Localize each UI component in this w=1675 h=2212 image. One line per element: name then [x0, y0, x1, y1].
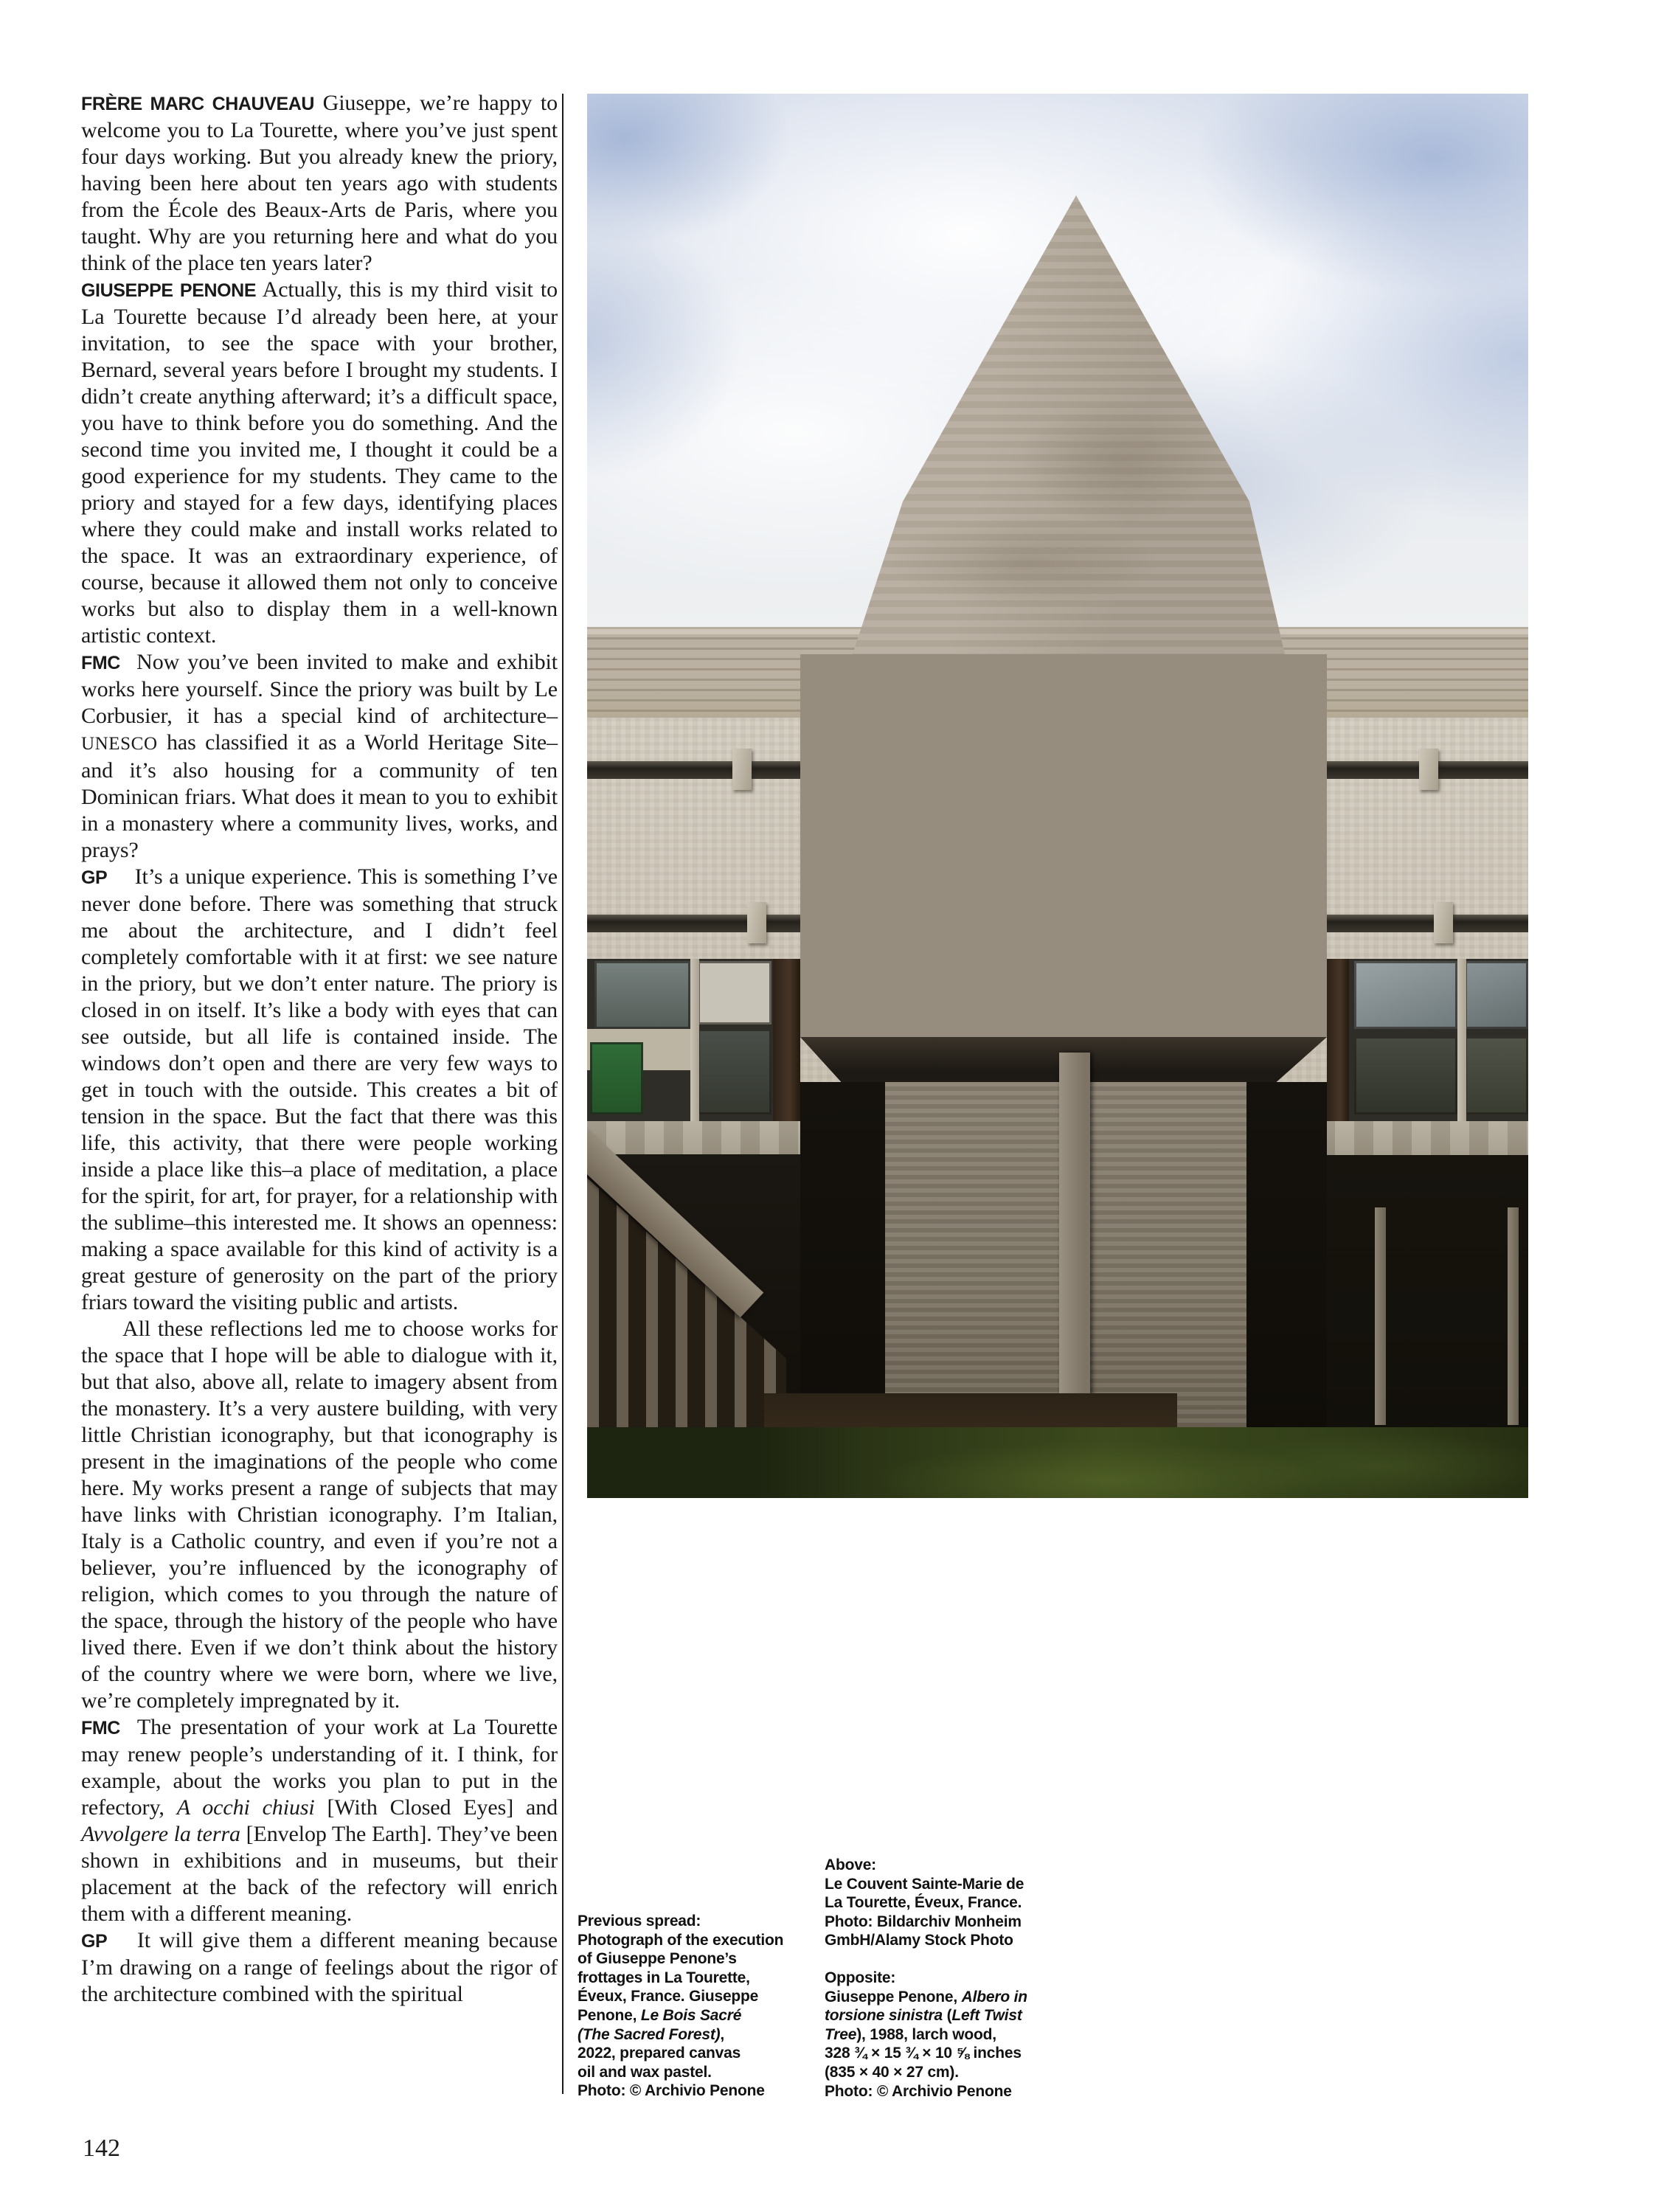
photo-window-pane — [594, 961, 690, 1029]
paragraph-text: It will give them a different meaning because I’m drawing on a range of feelings about the rigor of the architecture combined with the spiritual — [81, 1928, 558, 2006]
photo-wall-bracket — [747, 902, 766, 943]
photo-window-pane — [1354, 1036, 1457, 1114]
paragraph-text: Now you’ve been invited to make and exhibit works here yourself. Since the priory was built by Le Corbusier, it has a special kind of architecture–UNESCO has classified it as a World Heritage Site–and it’s also housing for a community of ten Dominican friars. What does it mean to you to exhibit in a monastery where a community lives, works, and prays? — [81, 650, 558, 862]
page-number: 142 — [83, 2135, 120, 2162]
paragraph-text: All these reflections led me to choose works for the space that I hope will be able to dialogue with it, but that also, above all, relate to imagery absent from the monastery. It’s a very austere building, with very little Christian iconography, but that iconography is present in the imaginations of the people who come here. My works present a range of subjects that may have links with Christian iconography. I’m Italian, Italy is a Catholic country, and even if you’re not a believer, you’re influenced by the iconography of religion, which comes to you through the nature of the space, through the history of the people who have lived there. Even if we don’t think about the history of the country where we were born, where we live, we’re completely impregnated by it. — [81, 1317, 558, 1713]
speaker-label: FRÈRE MARC CHAUVEAU — [81, 94, 315, 114]
caption-previous-spread: Previous spread: Photograph of the execution of Giuseppe Penone’s frottages in La Tourette, Éveux, France. Giuseppe Penone, Le Bois Sacré (The Sacred Forest), 2022, prepared canvas oil and wax pastel. Photo: © Archivio Penone — [578, 1913, 784, 2100]
photo-wall-bracket — [1434, 902, 1453, 943]
article-text — [81, 90, 558, 2008]
caption-above: Above: Le Couvent Sainte-Marie de La Tourette, Éveux, France. Photo: Bildarchiv Monheim GmbH/Alamy Stock Photo — [825, 1856, 1024, 1949]
column-divider-rule — [562, 94, 563, 2094]
photo-window-pane — [1354, 961, 1457, 1029]
photo-window-pane — [1465, 1036, 1528, 1114]
paragraph — [81, 864, 558, 1316]
photo-piloti-column — [1375, 1207, 1386, 1425]
paragraph-text: The presentation of your work at La Tourette may renew people’s understanding of it. I think, for example, about the works you plan to put in the refectory, A occhi chiusi [With Closed Eyes] and Avvolgere la terra [Envelop The Earth]. They’ve been shown in exhibitions and in museums, but their placement at the back of the refectory will enrich them with a different meaning. — [81, 1715, 558, 1926]
photo-window-post — [1327, 959, 1349, 1121]
paragraph-text: It’s a unique experience. This is something I’ve never done before. There was something that struck me about the architecture, and I didn’t feel completely comfortable with it at first: we see nature in the priory, but we don’t enter nature. The priory is closed in on itself. It’s like a body with eyes that can see outside, but all life is contained inside. The windows don’t open and there are very few ways to get in touch with the outside. This creates a bit of tension in the space. But the fact that there was this life, this activity, that there were people working inside a place like this–a place of meditation, a place for the spirit, for art, for prayer, for a relationship with the sublime–this interested me. It shows an openness: making a space available for this kind of activity is a great gesture of generosity on the part of the priory friars toward the visiting public and artists. — [81, 864, 558, 1314]
photo-pier-column — [1059, 1053, 1090, 1427]
caption-opposite: Opposite: Giuseppe Penone, Albero in torsione sinistra (Left Twist Tree), 1988, larch wood, 328 ¾ × 15 ¾ × 10 ⅝ inches (835 × 40 × 27 cm). Photo: © Archivio Penone — [825, 1969, 1027, 2100]
photo-undercroft-right — [1327, 1155, 1528, 1435]
speaker-label: FMC — [81, 1718, 120, 1738]
paragraph — [81, 1927, 558, 2008]
speaker-label: FMC — [81, 653, 120, 673]
photo-piloti-column — [1508, 1207, 1519, 1425]
photo-window-green-pane — [590, 1042, 643, 1114]
photo-concrete-tower — [800, 654, 1327, 1037]
paragraph — [81, 277, 558, 649]
paragraph — [81, 1316, 558, 1714]
photo-wall-bracket — [732, 749, 752, 790]
photo-window-pane — [1465, 961, 1528, 1029]
speaker-label: GIUSEPPE PENONE — [81, 280, 257, 301]
photo-grass-lawn — [587, 1427, 1528, 1498]
speaker-label: GP — [81, 1931, 108, 1952]
paragraph — [81, 90, 558, 277]
paragraph — [81, 1714, 558, 1927]
article-photo — [587, 94, 1528, 1498]
speaker-label: GP — [81, 867, 108, 888]
paragraph-text: Giuseppe, we’re happy to welcome you to La Tourette, where you’ve just spent four days working. But you already knew the priory, having been here about ten years ago with students from the École des Beaux-Arts de Paris, where you taught. Why are you returning here and what do you think of the place ten years later? — [81, 91, 558, 275]
photo-window-pane — [698, 961, 771, 1024]
photo-window-mullion — [1457, 959, 1466, 1121]
photo-window-post — [773, 959, 800, 1121]
paragraph — [81, 649, 558, 864]
paragraph-text: Actually, this is my third visit to La Tourette because I’d already been here, at your invitation, to see the space with your brother, Bernard, several years before I brought my students. I didn’t create anything afterward; it’s a difficult space, you have to think before you do something. And the second time you invited me, I thought it could be a good experience for my students. They came to the priory and stayed for a few days, identifying places where they could make and install works related to the space. It was an extraordinary experience, of course, because it allowed them not only to conceive works but also to display them in a well-known artistic context. — [81, 277, 558, 648]
photo-wall-bracket — [1419, 749, 1438, 790]
photo-window-pane — [698, 1029, 771, 1114]
photo-window-mullion — [690, 959, 699, 1121]
